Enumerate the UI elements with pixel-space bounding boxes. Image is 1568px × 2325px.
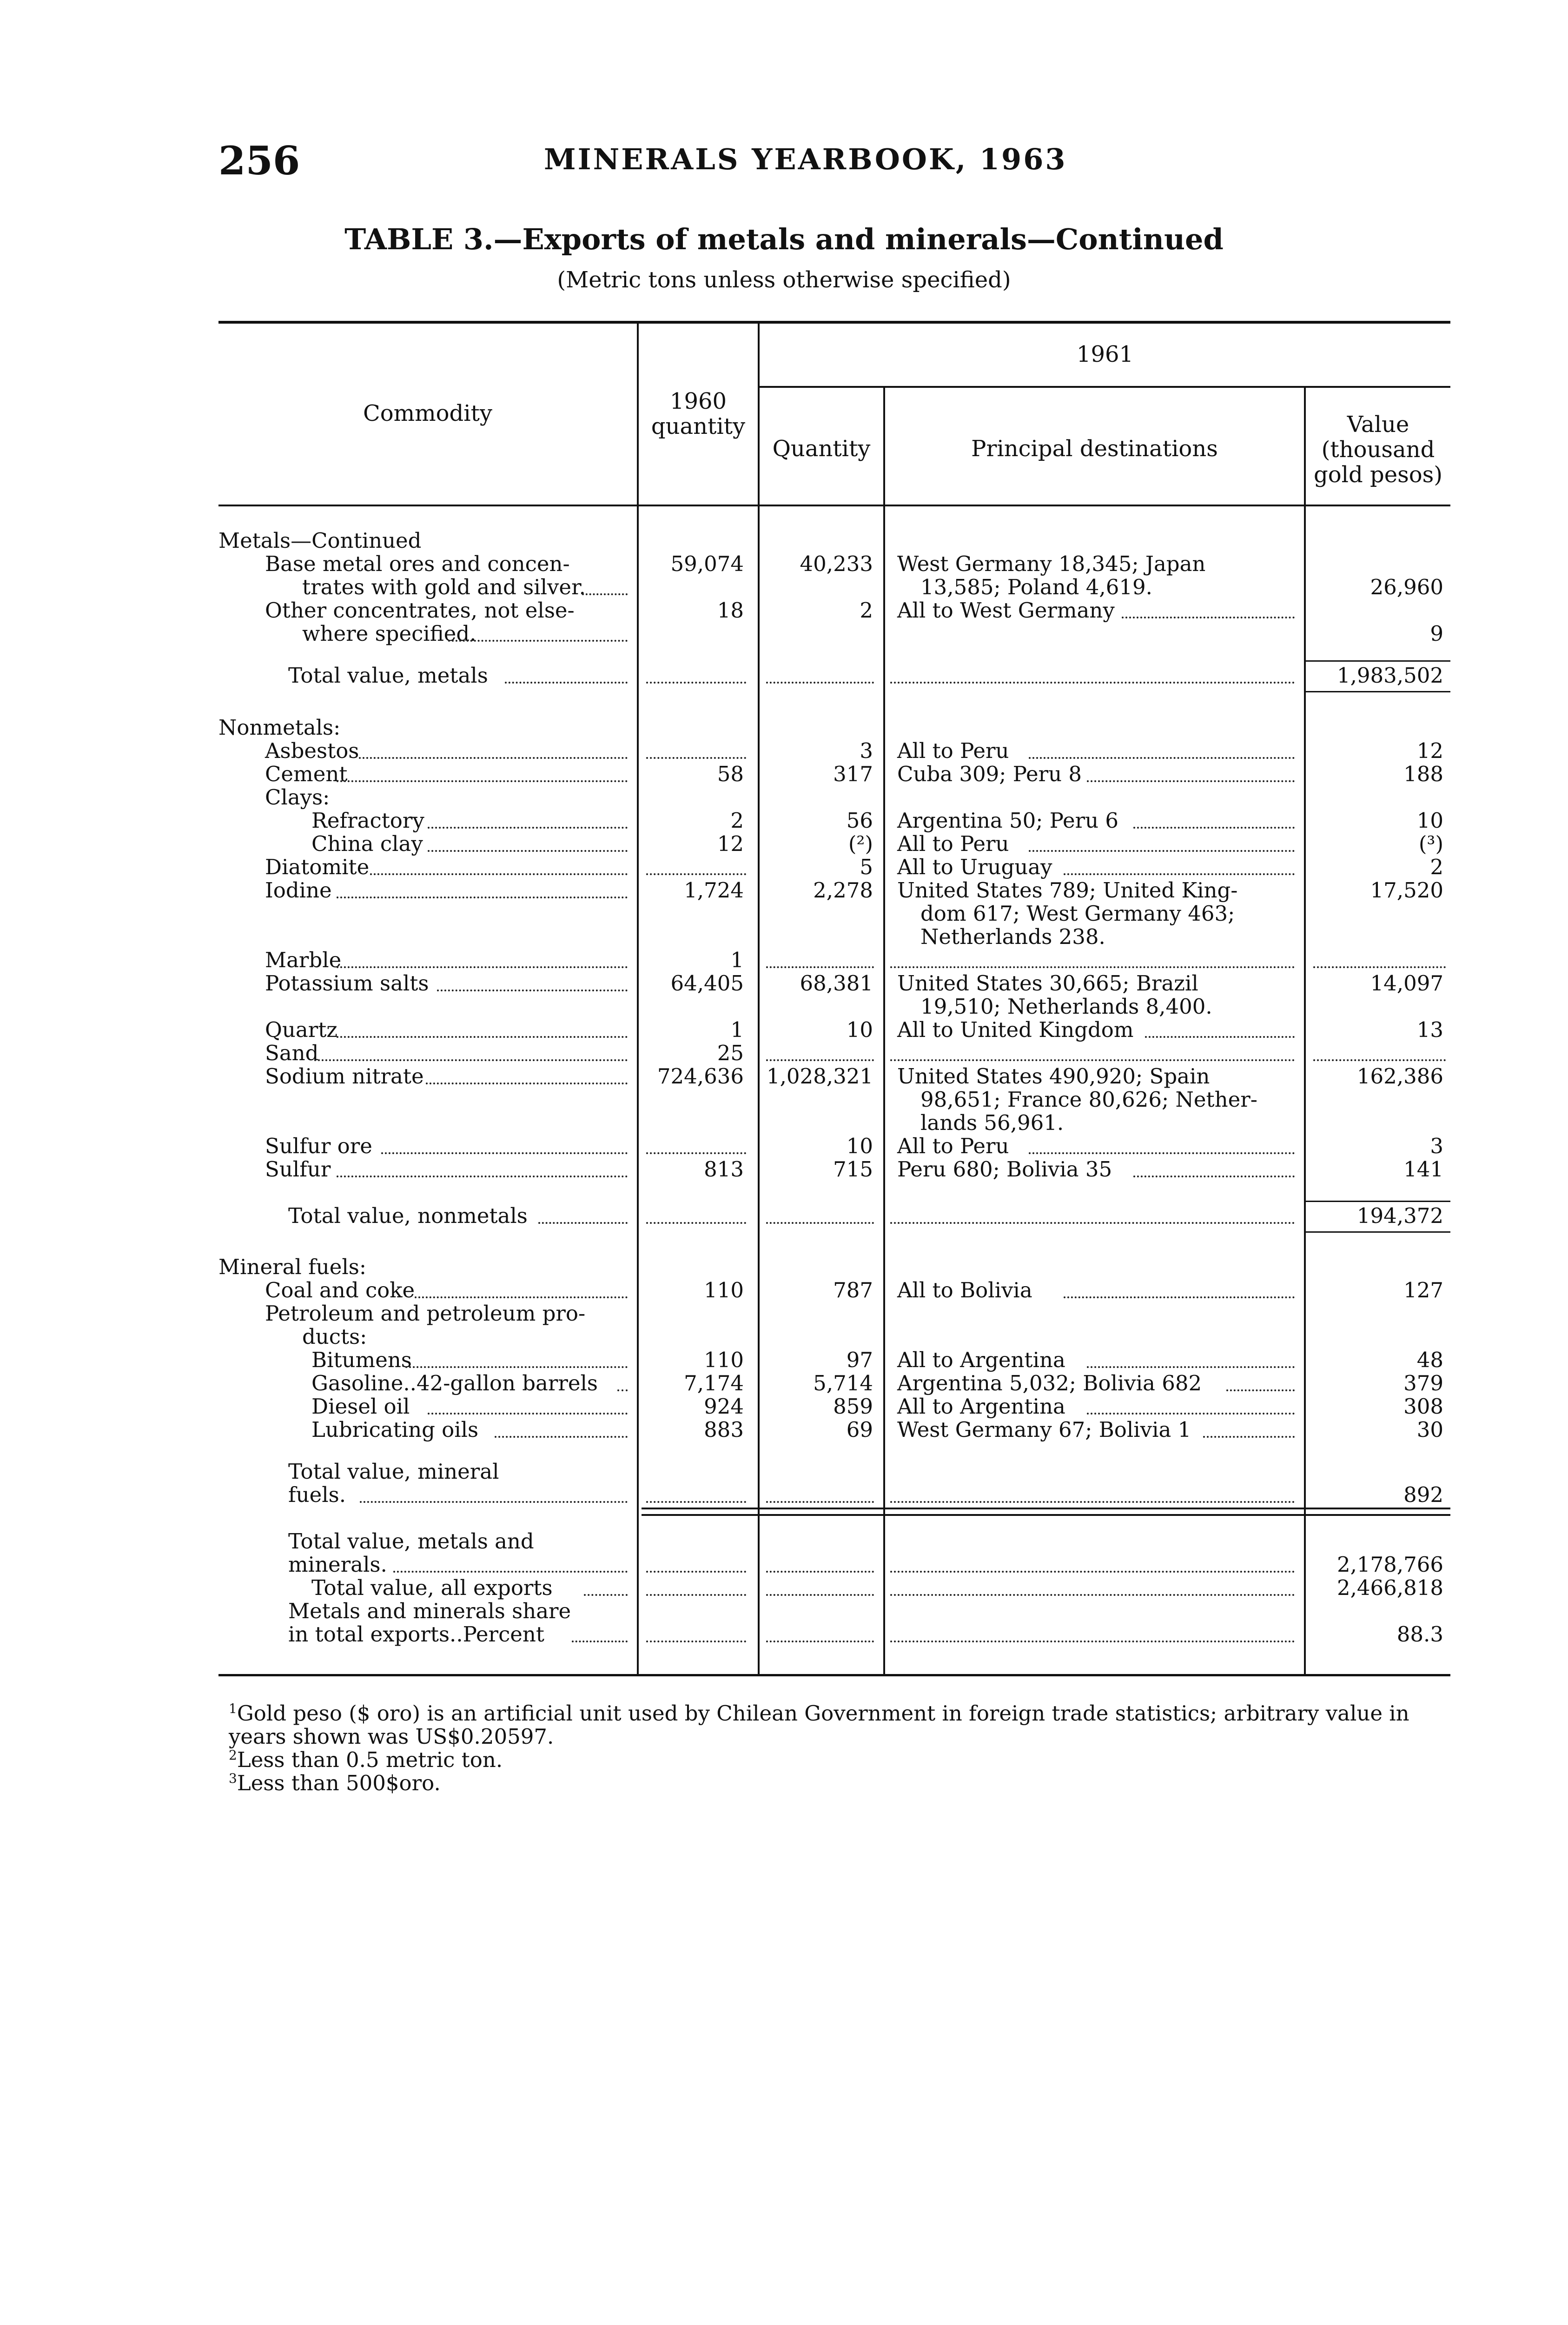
row-label: Metals and minerals share (288, 1599, 571, 1623)
empty-cell-dots (766, 1571, 874, 1573)
page-number: 256 (218, 138, 300, 184)
row-label: Base metal ores and concen- (265, 551, 570, 576)
value-thousand-gold-pesos: 1,983,502 (1336, 663, 1443, 688)
header-principal-destinations: Principal destinations (971, 436, 1218, 462)
double-rule-bottom (642, 1514, 1450, 1516)
header-value (1306, 412, 1450, 487)
col-divider-1960 (637, 324, 639, 1674)
leader-dots (337, 897, 628, 898)
leader-dots (428, 850, 628, 852)
leader-dots (359, 757, 628, 759)
leader-dots (426, 1083, 628, 1084)
double-rule-top (642, 1508, 1450, 1509)
quantity-1961: 5,714 (813, 1371, 873, 1395)
value-thousand-gold-pesos: 308 (1403, 1394, 1443, 1419)
leader-dots (415, 1296, 628, 1298)
row-label: Clays: (265, 785, 330, 810)
row-label: Quartz (265, 1017, 338, 1042)
empty-cell-dots (766, 1501, 874, 1503)
row-label: Mineral fuels: (218, 1255, 367, 1279)
row-label: Diesel oil (311, 1394, 410, 1419)
row-label: Lubricating oils (311, 1417, 479, 1442)
empty-cell-dots (1313, 1059, 1446, 1061)
leader-dots (1226, 1389, 1295, 1391)
value-thousand-gold-pesos: 141 (1403, 1157, 1443, 1182)
value-thousand-gold-pesos: 188 (1403, 762, 1443, 786)
quantity-1960: 110 (704, 1348, 744, 1372)
row-label: Other concentrates, not else- (265, 598, 575, 623)
row-label: Potassium salts (265, 971, 429, 996)
empty-cell-dots (646, 1641, 746, 1642)
empty-cell-dots (766, 1059, 874, 1061)
header-1960-line-1: 1960 (669, 388, 727, 414)
quantity-1960: 64,405 (670, 971, 744, 996)
row-label: where specified. (302, 621, 476, 646)
row-label: in total exports..Percent (288, 1622, 544, 1647)
quantity-1961: 2,278 (813, 878, 873, 903)
empty-cell-dots (646, 1152, 746, 1154)
quantity-1960: 1 (730, 948, 744, 972)
row-label: Petroleum and petroleum pro- (265, 1301, 586, 1326)
empty-cell-dots (890, 966, 1295, 968)
empty-cell-dots (646, 1594, 746, 1596)
empty-cell-dots (890, 1059, 1295, 1061)
row-label: Marble (265, 948, 342, 972)
header-value-line-3: gold pesos) (1314, 462, 1442, 488)
empty-cell-dots (646, 1571, 746, 1573)
quantity-1960: 110 (704, 1278, 744, 1302)
quantity-1961: (²) (848, 831, 873, 856)
value-thousand-gold-pesos: 48 (1416, 1348, 1443, 1372)
quantity-1961: 317 (833, 762, 873, 786)
leader-dots (1122, 617, 1295, 618)
empty-cell-dots (766, 682, 874, 684)
quantity-1961: 859 (833, 1394, 873, 1419)
quantity-1960: 724,636 (657, 1064, 744, 1089)
value-thousand-gold-pesos: 13 (1416, 1017, 1443, 1042)
principal-destination: Cuba 309; Peru 8 (897, 762, 1082, 786)
quantity-1961: 5 (860, 855, 873, 879)
quantity-1961: 69 (846, 1417, 873, 1442)
value-thousand-gold-pesos: 162,386 (1356, 1064, 1443, 1089)
row-label: Iodine (265, 878, 332, 903)
row-label: fuels. (288, 1482, 346, 1507)
row-label: Refractory (311, 808, 424, 833)
leader-dots (1133, 827, 1295, 829)
value-thousand-gold-pesos: 26,960 (1370, 575, 1443, 599)
value-thousand-gold-pesos: 892 (1403, 1482, 1443, 1507)
leader-dots (572, 1641, 628, 1642)
leader-dots (505, 682, 628, 684)
value-thousand-gold-pesos: 127 (1403, 1278, 1443, 1302)
row-label: trates with gold and silver. (302, 575, 586, 599)
quantity-1961: 10 (846, 1017, 873, 1042)
leader-dots (1203, 1436, 1295, 1438)
leader-dots (337, 780, 628, 782)
row-label: minerals. (288, 1552, 387, 1577)
principal-destination: Argentina 50; Peru 6 (897, 808, 1119, 833)
quantity-1960: 883 (704, 1417, 744, 1442)
empty-cell-dots (766, 1222, 874, 1224)
principal-destination: All to Peru (897, 738, 1009, 763)
row-label: Diatomite (265, 855, 370, 879)
value-thousand-gold-pesos: 9 (1430, 621, 1443, 646)
row-label: Total value, nonmetals (288, 1203, 528, 1228)
leader-dots (584, 1594, 628, 1596)
row-label: Asbestos (265, 738, 359, 763)
footnote-mark: 2 (229, 1747, 237, 1763)
empty-cell-dots (890, 1594, 1295, 1596)
footnote-text: Less than 0.5 metric ton. (237, 1747, 503, 1772)
leader-dots (1029, 1152, 1295, 1154)
quantity-1961: 40,233 (800, 551, 873, 576)
header-1960-quantity (639, 389, 758, 439)
empty-cell-dots (766, 1594, 874, 1596)
table-top-rule (218, 321, 1450, 324)
value-thousand-gold-pesos: 10 (1416, 808, 1443, 833)
value-thousand-gold-pesos: 2 (1430, 855, 1443, 879)
leader-dots (1133, 1176, 1295, 1177)
year-rule (758, 386, 1450, 388)
principal-destination: United States 30,665; Brazil (897, 971, 1198, 996)
quantity-1960: 18 (717, 598, 744, 623)
row-label: Total value, mineral (288, 1459, 499, 1484)
header-1961: 1961 (1076, 341, 1134, 367)
leader-dots (538, 1222, 628, 1224)
principal-destination: United States 789; United King- (897, 878, 1238, 903)
row-label: Coal and coke (265, 1278, 415, 1302)
header-bottom-rule (218, 505, 1450, 506)
row-label: Gasoline..42-gallon barrels (311, 1371, 598, 1395)
header-1960-line-2: quantity (651, 413, 746, 439)
quantity-1961: 787 (833, 1278, 873, 1302)
principal-destination: All to Bolivia (897, 1278, 1032, 1302)
subtotal-rule (1306, 660, 1450, 662)
col-divider-quantity (758, 324, 760, 1674)
row-label: Sulfur (265, 1157, 331, 1182)
row-label: Nonmetals: (218, 715, 341, 740)
empty-cell-dots (766, 1641, 874, 1642)
row-label: Bitumens (311, 1348, 412, 1372)
principal-destination: dom 617; West Germany 463; (920, 901, 1235, 926)
principal-destination: West Germany 67; Bolivia 1 (897, 1417, 1191, 1442)
leader-dots (1029, 757, 1295, 759)
quantity-1961: 56 (846, 808, 873, 833)
leader-dots (448, 640, 628, 642)
row-label: Sulfur ore (265, 1134, 372, 1158)
row-label: Metals—Continued (218, 528, 422, 553)
empty-cell-dots (1313, 966, 1446, 968)
value-thousand-gold-pesos: 3 (1430, 1134, 1443, 1158)
quantity-1960: 2 (730, 808, 744, 833)
header-commodity: Commodity (363, 400, 493, 426)
quantity-1960: 58 (717, 762, 744, 786)
quantity-1960: 1,724 (684, 878, 744, 903)
leader-dots (1064, 873, 1295, 875)
principal-destination: All to Argentina (897, 1348, 1065, 1372)
col-divider-destinations (883, 387, 885, 1674)
empty-cell-dots (646, 1501, 746, 1503)
empty-cell-dots (646, 757, 746, 759)
value-thousand-gold-pesos: 17,520 (1370, 878, 1443, 903)
quantity-1961: 2 (860, 598, 873, 623)
quantity-1961: 97 (846, 1348, 873, 1372)
leader-dots (1087, 1366, 1295, 1368)
leader-dots (1029, 850, 1295, 852)
quantity-1960: 7,174 (684, 1371, 744, 1395)
principal-destination: United States 490,920; Spain (897, 1064, 1210, 1089)
footnote-1 (229, 1697, 1461, 1748)
row-label: Total value, metals and (288, 1529, 534, 1554)
value-thousand-gold-pesos: 194,372 (1356, 1203, 1443, 1228)
principal-destination: 13,585; Poland 4,619. (920, 575, 1152, 599)
row-label: Sand (265, 1041, 319, 1065)
leader-dots (428, 827, 628, 829)
empty-cell-dots (890, 1222, 1295, 1224)
quantity-1960: 1 (730, 1017, 744, 1042)
empty-cell-dots (646, 1222, 746, 1224)
row-label: China clay (311, 831, 423, 856)
table-subtitle: (Metric tons unless otherwise specified) (557, 267, 1011, 293)
leader-dots (437, 990, 628, 991)
principal-destination: All to West Germany (897, 598, 1115, 623)
principal-destination: West Germany 18,345; Japan (897, 551, 1206, 576)
quantity-1960: 924 (704, 1394, 744, 1419)
header-value-line-1: Value (1347, 412, 1409, 438)
leader-dots (370, 873, 628, 875)
principal-destination: 19,510; Netherlands 8,400. (920, 994, 1212, 1019)
header-value-line-2: (thousand (1321, 437, 1435, 463)
leader-dots (337, 1176, 628, 1177)
leader-dots (381, 1152, 628, 1154)
quantity-1961: 3 (860, 738, 873, 763)
subtotal-rule (1306, 1231, 1450, 1233)
leader-dots (1064, 1296, 1295, 1298)
principal-destination: All to Uruguay (897, 855, 1052, 879)
principal-destination: Argentina 5,032; Bolivia 682 (897, 1371, 1202, 1395)
leader-dots (1087, 1413, 1295, 1415)
row-label: Sodium nitrate (265, 1064, 424, 1089)
footnote-mark: 1 (229, 1701, 237, 1716)
subtotal-rule (1306, 1201, 1450, 1202)
leader-dots (405, 1366, 628, 1368)
quantity-1960: 59,074 (670, 551, 744, 576)
leader-dots (428, 1413, 628, 1415)
row-label: Cement (265, 762, 348, 786)
footnote-mark: 3 (229, 1771, 237, 1786)
leader-dots (360, 1501, 628, 1503)
empty-cell-dots (646, 873, 746, 875)
leader-dots (1087, 780, 1295, 782)
table-bottom-rule (218, 1674, 1450, 1676)
quantity-1960: 813 (704, 1157, 744, 1182)
footnote-text: Less than 500$oro. (237, 1771, 441, 1795)
subtotal-rule (1306, 691, 1450, 692)
leader-dots (1145, 1036, 1295, 1038)
value-thousand-gold-pesos: 30 (1416, 1417, 1443, 1442)
row-label: Total value, all exports (311, 1575, 553, 1600)
row-label: ducts: (302, 1324, 367, 1349)
value-thousand-gold-pesos: (³) (1418, 831, 1443, 856)
header-quantity: Quantity (772, 436, 871, 462)
principal-destination: All to Peru (897, 831, 1009, 856)
footnote-3 (229, 1767, 1461, 1795)
principal-destination: Peru 680; Bolivia 35 (897, 1157, 1112, 1182)
empty-cell-dots (766, 966, 874, 968)
quantity-1960: 12 (717, 831, 744, 856)
empty-cell-dots (890, 1501, 1295, 1503)
leader-dots (314, 1059, 628, 1061)
value-thousand-gold-pesos: 12 (1416, 738, 1443, 763)
leader-dots (617, 1389, 628, 1391)
empty-cell-dots (890, 1641, 1295, 1642)
principal-destination: 98,651; France 80,626; Nether- (920, 1087, 1257, 1112)
leader-dots (337, 1036, 628, 1038)
quantity-1960: 25 (717, 1041, 744, 1065)
value-thousand-gold-pesos: 2,178,766 (1336, 1552, 1443, 1577)
quantity-1961: 715 (833, 1157, 873, 1182)
principal-destination: All to Peru (897, 1134, 1009, 1158)
col-divider-value (1304, 387, 1306, 1674)
value-thousand-gold-pesos: 2,466,818 (1336, 1575, 1443, 1600)
value-thousand-gold-pesos: 14,097 (1370, 971, 1443, 996)
principal-destination: Netherlands 238. (920, 924, 1105, 949)
value-thousand-gold-pesos: 88.3 (1396, 1622, 1443, 1647)
row-label: Total value, metals (288, 663, 488, 688)
table-title: TABLE 3.—Exports of metals and minerals—Continued (344, 222, 1224, 256)
empty-cell-dots (890, 682, 1295, 684)
quantity-1961: 68,381 (800, 971, 873, 996)
principal-destination: lands 56,961. (920, 1110, 1064, 1135)
quantity-1961: 10 (846, 1134, 873, 1158)
principal-destination: All to Argentina (897, 1394, 1065, 1419)
footnote-text: Gold peso ($ oro) is an artificial unit used by Chilean Government in foreign trade statistics; arbitrary value in years shown was US$0.20597. (229, 1701, 1409, 1749)
running-head: MINERALS YEARBOOK, 1963 (544, 142, 1067, 176)
value-thousand-gold-pesos: 379 (1403, 1371, 1443, 1395)
leader-dots (495, 1436, 628, 1438)
leader-dots (582, 593, 628, 595)
empty-cell-dots (646, 682, 746, 684)
empty-cell-dots (890, 1571, 1295, 1573)
principal-destination: All to United Kingdom (897, 1017, 1134, 1042)
leader-dots (393, 1571, 628, 1573)
quantity-1961: 1,028,321 (766, 1064, 873, 1089)
leader-dots (337, 966, 628, 968)
